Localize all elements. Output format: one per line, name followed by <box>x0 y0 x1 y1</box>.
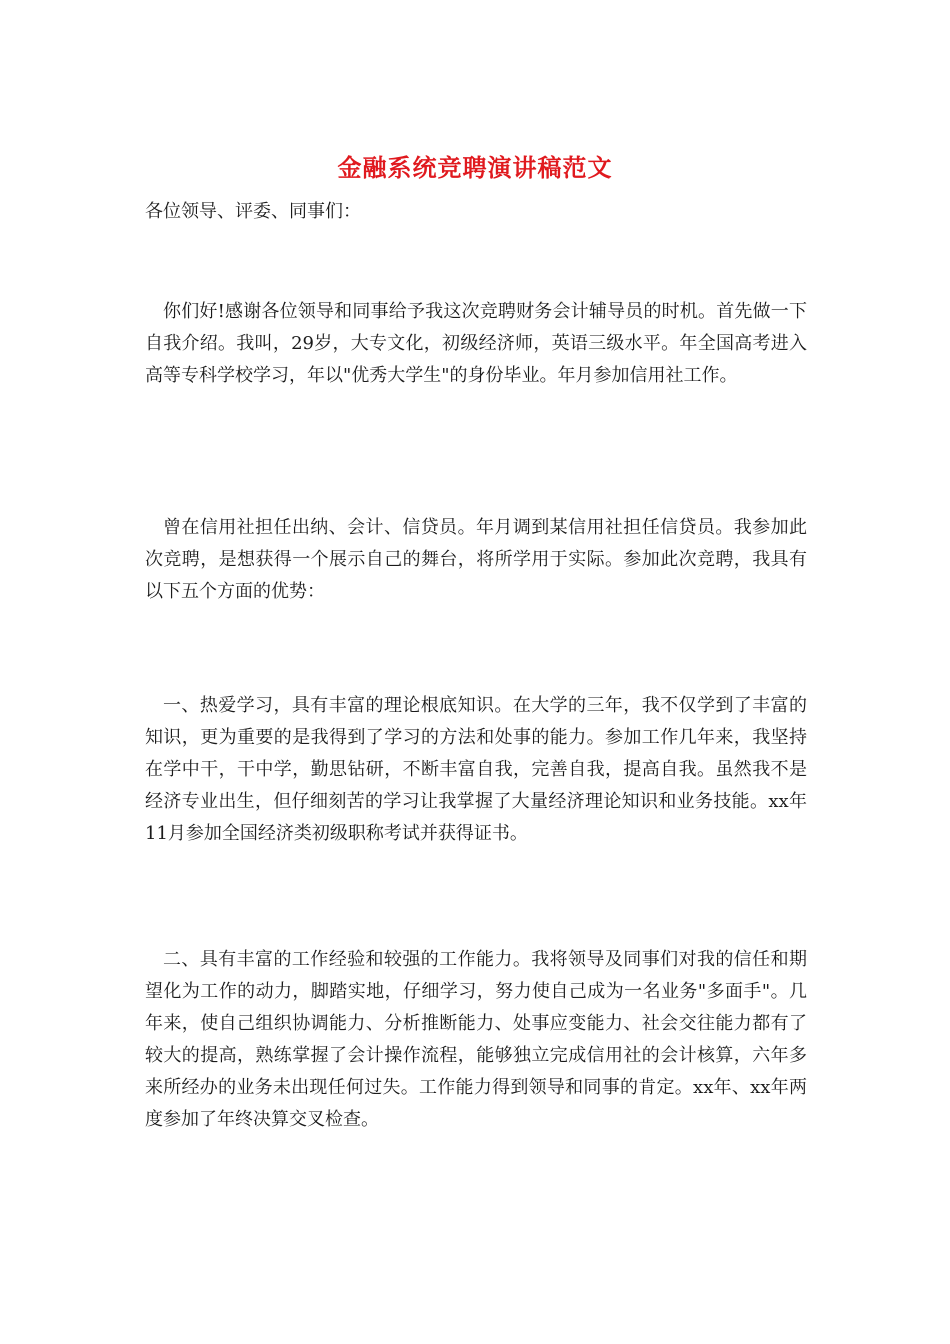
paragraph-experience: 曾在信用社担任出纳、会计、信贷员。年月调到某信用社担任信贷员。我参加此次竞聘，是想获得一个展示自己的舞台，将所学用于实际。参加此次竞聘，我具有以下五个方面的优势： <box>145 517 807 602</box>
paragraph-advantage-two: 二、具有丰富的工作经验和较强的工作能力。我将领导及同事们对我的信任和期望化为工作的动力，脚踏实地，仔细学习，努力使自己成为一名业务"多面手"。几年来，使自己组织协调能力、分析推断能力、处事应变能力、社会交往能力都有了较大的提高，熟练掌握了会计操作流程，能够独立完成信用社的会计核算，六年多来所经办的业务未出现任何过失。工作能力得到领导和同事的肯定。xx年、xx年两度参加了年终决算交叉检查。 <box>145 949 807 1130</box>
salutation: 各位领导、评委、同事们： <box>145 201 361 222</box>
paragraph-advantage-one: 一、热爱学习，具有丰富的理论根底知识。在大学的三年，我不仅学到了丰富的知识，更为重要的是我得到了学习的方法和处事的能力。参加工作几年来，我坚持在学中干，干中学，勤思钻研，不断丰富自我，完善自我，提高自我。虽然我不是经济专业出生，但仔细刻苦的学习让我掌握了大量经济理论知识和业务技能。xx年11月参加全国经济类初级职称考试并获得证书。 <box>145 695 807 844</box>
paragraph-introduction: 你们好!感谢各位领导和同事给予我这次竞聘财务会计辅导员的时机。首先做一下自我介绍。我叫，29岁，大专文化，初级经济师，英语三级水平。年全国高考进入高等专科学校学习，年以"优秀大学生"的身份毕业。年月参加信用社工作。 <box>145 301 807 386</box>
document-title: 金融系统竞聘演讲稿范文 <box>337 153 613 182</box>
